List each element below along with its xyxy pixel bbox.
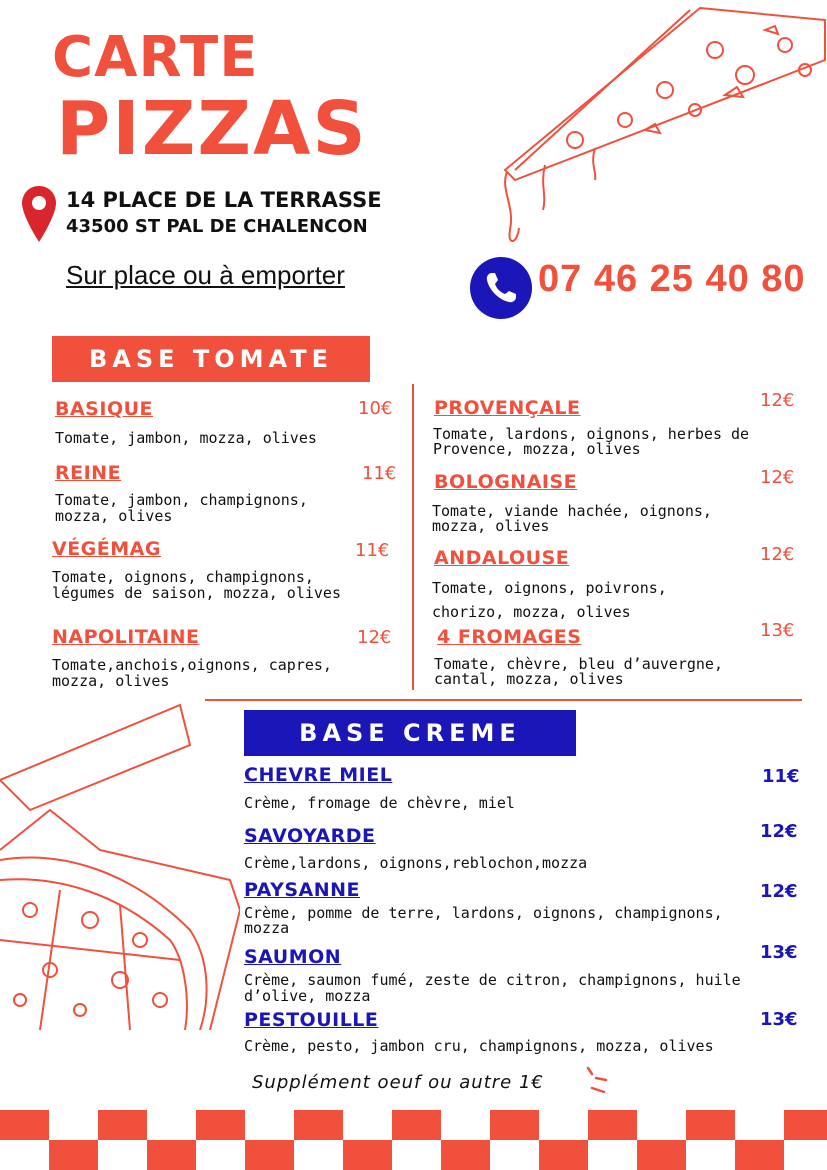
menu-item-price: 12€ xyxy=(760,390,795,411)
menu-item-name: BOLOGNAISE xyxy=(434,471,578,493)
checkered-border xyxy=(0,1110,827,1170)
section-heading-creme: BASE CREME xyxy=(244,710,576,756)
menu-item-price: 12€ xyxy=(760,467,795,488)
menu-item-name: PROVENÇALE xyxy=(434,397,581,419)
menu-item-desc: Crème,lardons, oignons,reblochon,mozza xyxy=(244,854,588,872)
menu-item-price: 12€ xyxy=(760,821,798,842)
title-carte: CARTE xyxy=(52,25,259,90)
pizza-box-illustration xyxy=(0,700,240,1030)
menu-item-name: VÉGÉMAG xyxy=(52,538,161,560)
menu-item-desc: mozza, olives xyxy=(52,672,170,690)
title-pizzas: PIZZAS xyxy=(56,86,368,172)
menu-item-price: 12€ xyxy=(760,881,798,902)
menu-item-name: NAPOLITAINE xyxy=(52,626,200,648)
menu-item-name: SAUMON xyxy=(244,946,342,968)
pizza-slice-illustration xyxy=(485,0,827,250)
menu-item-price: 11€ xyxy=(355,540,390,561)
menu-item-price: 13€ xyxy=(760,1009,798,1030)
menu-item-name: CHEVRE MIEL xyxy=(244,764,393,786)
menu-item-name: PAYSANNE xyxy=(244,879,360,901)
menu-item-desc: Crème, saumon fumé, zeste de citron, champignons, huile xyxy=(244,971,741,989)
menu-item-desc: chorizo, mozza, olives xyxy=(432,603,631,621)
phone-icon xyxy=(470,257,532,319)
menu-item-price: 13€ xyxy=(760,620,795,641)
menu-item-desc: Crème, pesto, jambon cru, champignons, mozza, olives xyxy=(244,1037,714,1055)
menu-item-desc: d’olive, mozza xyxy=(244,987,371,1005)
menu-item-desc: Provence, mozza, olives xyxy=(433,440,641,458)
menu-item-desc: mozza, olives xyxy=(432,517,550,535)
phone-icon-badge xyxy=(470,257,532,319)
menu-item-name: BASIQUE xyxy=(55,398,153,420)
menu-item-desc: Tomate, oignons, poivrons, xyxy=(432,579,667,597)
menu-item-name: ANDALOUSE xyxy=(434,547,570,569)
menu-item-desc: Tomate, lardons, oignons, herbes de xyxy=(433,425,750,443)
section-heading-tomate: BASE TOMATE xyxy=(52,336,370,382)
menu-item-desc: mozza, olives xyxy=(55,507,173,525)
supplement-note: Supplément oeuf ou autre 1€ xyxy=(252,1072,544,1093)
menu-item-desc: Tomate, viande hachée, oignons, xyxy=(432,502,712,520)
menu-item-desc: légumes de saison, mozza, olives xyxy=(52,584,341,602)
address-line-1: 14 PLACE DE LA TERRASSE xyxy=(66,188,382,212)
menu-item-desc: mozza xyxy=(244,919,290,937)
menu-item-desc: Tomate, chèvre, bleu d’auvergne, xyxy=(434,655,723,673)
menu-item-price: 11€ xyxy=(362,463,397,484)
menu-item-desc: Tomate, oignons, champignons, xyxy=(52,568,314,586)
phone-number[interactable]: 07 46 25 40 80 xyxy=(538,258,806,300)
sparkle-icon xyxy=(582,1062,618,1098)
menu-item-price: 10€ xyxy=(358,398,393,419)
menu-item-desc: cantal, mozza, olives xyxy=(434,670,624,688)
menu-item-name: SAVOYARDE xyxy=(244,825,376,847)
menu-item-price: 12€ xyxy=(760,544,795,565)
menu-item-price: 12€ xyxy=(357,627,392,648)
menu-item-desc: Tomate, jambon, champignons, xyxy=(55,491,308,509)
map-pin-icon xyxy=(20,184,58,244)
menu-item-desc: Tomate,anchois,oignons, capres, xyxy=(52,656,332,674)
menu-item-desc: Crème, fromage de chèvre, miel xyxy=(244,794,515,812)
service-text: Sur place ou à emporter xyxy=(66,260,345,290)
menu-item-price: 11€ xyxy=(762,766,800,787)
menu-item-desc: Crème, pomme de terre, lardons, oignons, champignons, xyxy=(244,904,723,922)
menu-item-name: REINE xyxy=(55,462,122,484)
divider-horizontal xyxy=(205,699,802,701)
divider-vertical xyxy=(412,384,414,690)
address-line-2: 43500 ST PAL DE CHALENCON xyxy=(66,216,368,237)
menu-item-name: 4 FROMAGES xyxy=(437,626,582,648)
menu-item-name: PESTOUILLE xyxy=(244,1009,379,1031)
menu-item-desc: Tomate, jambon, mozza, olives xyxy=(55,429,317,447)
menu-item-price: 13€ xyxy=(760,942,798,963)
